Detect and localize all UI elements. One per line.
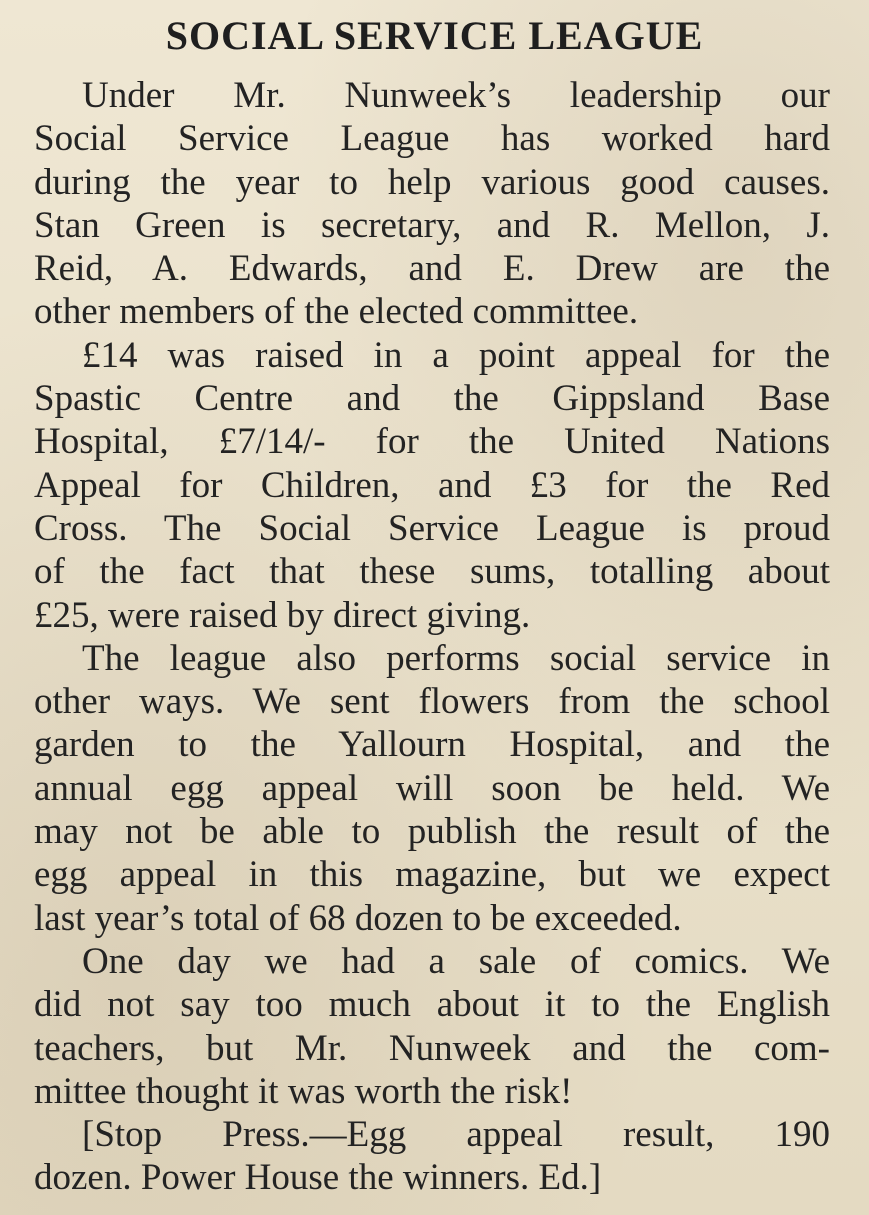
paragraph-2-line-1: £14 was raised in a point appeal for the [82, 334, 830, 376]
stop-press-line-1: [Stop Press.—Egg appeal result, 190 [82, 1114, 830, 1156]
paragraph-2-line-7: £25, were raised by direct giving. [34, 594, 531, 636]
paragraph-4-line-1: One day we had a sale of comics. We [82, 940, 830, 982]
paragraph-1-line-1: Under Mr. Nunweek’s leadership our [82, 75, 830, 116]
paragraph-3-line-1: The league also performs social service in [82, 637, 830, 679]
paragraph-3-line-2: other ways. We sent flowers from the school [34, 681, 830, 723]
paragraph-2-line-4: Appeal for Children, and £3 for the Red [34, 464, 830, 506]
paragraph-3-line-5: may not be able to publish the result of the [34, 811, 830, 853]
paragraph-1-line-4: Stan Green is secretary, and R. Mellon, J. [34, 204, 830, 246]
paragraph-3-line-4: annual egg appeal will soon be held. We [34, 767, 830, 809]
paragraph-1-line-6: other members of the elected committee. [34, 291, 639, 333]
article-body [34, 74, 830, 1200]
paragraph-3-line-7: last year’s total of 68 dozen to be exceeded. [34, 897, 682, 939]
paragraph-1-line-3: during the year to help various good causes. [34, 161, 830, 203]
paragraph-2-line-3: Hospital, £7/14/- for the United Nations [34, 421, 830, 463]
stop-press-line-2: dozen. Power House the winners. Ed.] [34, 1157, 602, 1199]
paragraph-4-line-4: mittee thought it was worth the risk! [34, 1070, 573, 1112]
paragraph-2-line-2: Spastic Centre and the Gippsland Base [34, 378, 830, 420]
paragraph-3-line-3: garden to the Yallourn Hospital, and the [34, 724, 830, 766]
paragraph-4-line-2: did not say too much about it to the English [34, 984, 830, 1026]
paragraph-4-line-3: teachers, but Mr. Nunweek and the com- [34, 1027, 830, 1069]
paragraph-3-line-6: egg appeal in this magazine, but we expect [34, 854, 830, 896]
article-title: SOCIAL SERVICE LEAGUE [165, 13, 704, 58]
paragraph-2-line-6: of the fact that these sums, totalling about [34, 551, 830, 593]
paragraph-1-line-2: Social Service League has worked hard [34, 118, 830, 160]
paragraph-2-line-5: Cross. The Social Service League is proud [34, 507, 830, 549]
paragraph-1-line-5: Reid, A. Edwards, and E. Drew are the [34, 248, 830, 290]
